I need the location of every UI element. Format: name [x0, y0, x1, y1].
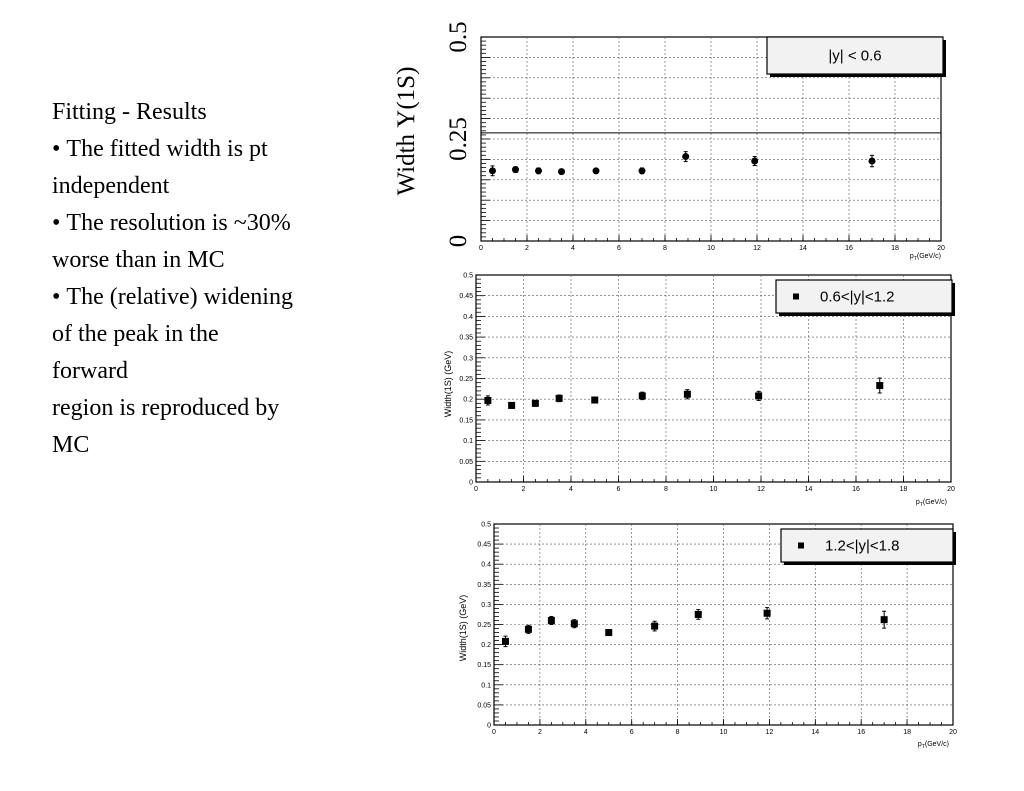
- data-point: [558, 168, 565, 175]
- chart-2: [443, 273, 955, 509]
- x-tick-label: 0: [479, 245, 483, 252]
- y-tick-label: 0.15: [477, 662, 491, 670]
- data-point: [684, 391, 691, 398]
- x-tick-label: 12: [765, 729, 774, 736]
- x-tick-label: 6: [617, 245, 621, 252]
- legend-label: 1.2<|y|<1.8: [825, 537, 900, 555]
- data-point: [556, 395, 563, 402]
- data-point: [591, 397, 598, 404]
- x-tick-label: 4: [571, 245, 575, 252]
- data-point: [532, 400, 539, 407]
- x-tick-label: 14: [804, 486, 813, 493]
- y-tick-label: 0.25: [459, 376, 473, 383]
- x-tick-label: 8: [675, 729, 680, 736]
- data-point: [881, 616, 888, 623]
- x-tick-label: 18: [891, 245, 899, 252]
- data-point: [755, 392, 762, 399]
- data-point: [512, 166, 519, 173]
- y-tick-label: 0.2: [463, 396, 473, 404]
- data-point: [869, 158, 876, 165]
- text-line-3: • The resolution is ~30%: [52, 205, 382, 242]
- text-line-9: MC: [52, 432, 90, 458]
- x-tick-label: 4: [583, 729, 588, 736]
- y-tick-label: 0.5: [463, 272, 473, 280]
- y-tick-label: 0.5: [445, 21, 472, 53]
- data-point: [682, 153, 689, 160]
- chart-1: [393, 21, 946, 262]
- y-tick-label: 0.25: [477, 622, 491, 629]
- y-axis-title: Width(1S) (GeV): [443, 350, 453, 418]
- x-tick-label: 4: [569, 486, 573, 493]
- x-tick-label: 6: [629, 729, 634, 736]
- x-tick-label: 20: [937, 245, 945, 252]
- data-point: [651, 623, 658, 630]
- data-point: [751, 158, 758, 165]
- y-tick-label: 0.5: [481, 521, 491, 529]
- legend-label: |y| < 0.6: [828, 47, 882, 65]
- y-tick-label: 0.05: [477, 702, 491, 710]
- data-point: [535, 167, 542, 174]
- chart-3: [458, 522, 957, 751]
- x-tick-label: 2: [525, 245, 529, 252]
- data-point: [695, 611, 702, 618]
- x-tick-label: 14: [799, 245, 807, 252]
- x-axis-title: $p_T(GeV/c)$: [909, 253, 941, 262]
- legend-marker: [793, 294, 799, 300]
- legend-label: 0.6<|y|<1.2: [820, 288, 895, 306]
- data-point: [605, 629, 612, 636]
- x-tick-label: 20: [949, 729, 957, 736]
- data-point: [571, 620, 578, 627]
- text-line-2: independent: [52, 173, 170, 199]
- x-tick-label: 18: [903, 729, 911, 736]
- y-axis-title: Width(1S) (GeV): [458, 594, 468, 662]
- y-tick-label: 0: [487, 722, 491, 730]
- x-tick-label: 10: [707, 245, 715, 252]
- data-point: [489, 167, 496, 174]
- data-point: [484, 397, 491, 404]
- y-tick-label: 0.1: [463, 438, 473, 446]
- text-line-6: of the peak in the: [52, 321, 219, 347]
- legend-marker: [798, 543, 804, 549]
- x-tick-label: 16: [845, 245, 853, 252]
- data-point: [639, 167, 646, 174]
- y-tick-label: 0.1: [481, 682, 491, 690]
- text-line-5: • The (relative) widening: [52, 279, 382, 316]
- y-tick-label: 0.45: [477, 541, 491, 549]
- data-point: [876, 382, 883, 389]
- data-point: [508, 402, 515, 409]
- x-tick-label: 20: [947, 486, 955, 493]
- data-point: [593, 167, 600, 174]
- x-tick-label: 2: [521, 486, 526, 493]
- x-tick-label: 0: [474, 486, 478, 493]
- y-tick-label: 0.15: [459, 417, 473, 425]
- y-tick-label: 0.3: [463, 355, 473, 363]
- x-axis-title: $p_T(GeV/c)$: [915, 499, 947, 508]
- data-point: [548, 617, 555, 624]
- text-line-8: region is reproduced by: [52, 395, 280, 421]
- x-tick-label: 8: [663, 245, 667, 252]
- data-point: [764, 610, 771, 617]
- y-tick-label: 0.05: [459, 458, 473, 466]
- y-tick-label: 0.3: [481, 601, 491, 609]
- y-tick-label: 0: [445, 234, 472, 248]
- y-axis-title: Width Υ(1S): [393, 66, 420, 196]
- x-tick-label: 14: [811, 729, 820, 736]
- x-tick-label: 12: [753, 245, 761, 252]
- x-tick-label: 10: [709, 486, 718, 493]
- x-tick-label: 10: [719, 729, 728, 736]
- text-line-4: worse than in MC: [52, 247, 225, 273]
- text-line-1: • The fitted width is pt: [52, 131, 382, 168]
- y-tick-label: 0.35: [477, 581, 491, 589]
- y-tick-label: 0.35: [459, 334, 473, 342]
- y-tick-label: 0.4: [481, 561, 491, 569]
- y-tick-label: 0.2: [481, 642, 491, 650]
- x-tick-label: 0: [492, 729, 496, 736]
- results-heading: Fitting - Results: [52, 99, 207, 125]
- x-tick-label: 16: [857, 729, 866, 736]
- x-tick-label: 16: [852, 486, 860, 493]
- data-point: [502, 638, 509, 645]
- x-tick-label: 12: [757, 486, 765, 493]
- x-tick-label: 6: [616, 486, 621, 493]
- y-tick-label: 0: [469, 479, 473, 487]
- data-point: [525, 626, 532, 633]
- y-tick-label: 0.4: [463, 313, 473, 321]
- data-point: [639, 392, 646, 399]
- x-axis-title: $p_T(GeV/c)$: [917, 741, 949, 750]
- text-line-7: forward: [52, 358, 128, 384]
- y-tick-label: 0.45: [459, 293, 473, 301]
- x-tick-label: 2: [537, 729, 542, 736]
- y-tick-label: 0.25: [445, 117, 472, 161]
- x-tick-label: 18: [899, 486, 908, 493]
- x-tick-label: 8: [664, 486, 668, 493]
